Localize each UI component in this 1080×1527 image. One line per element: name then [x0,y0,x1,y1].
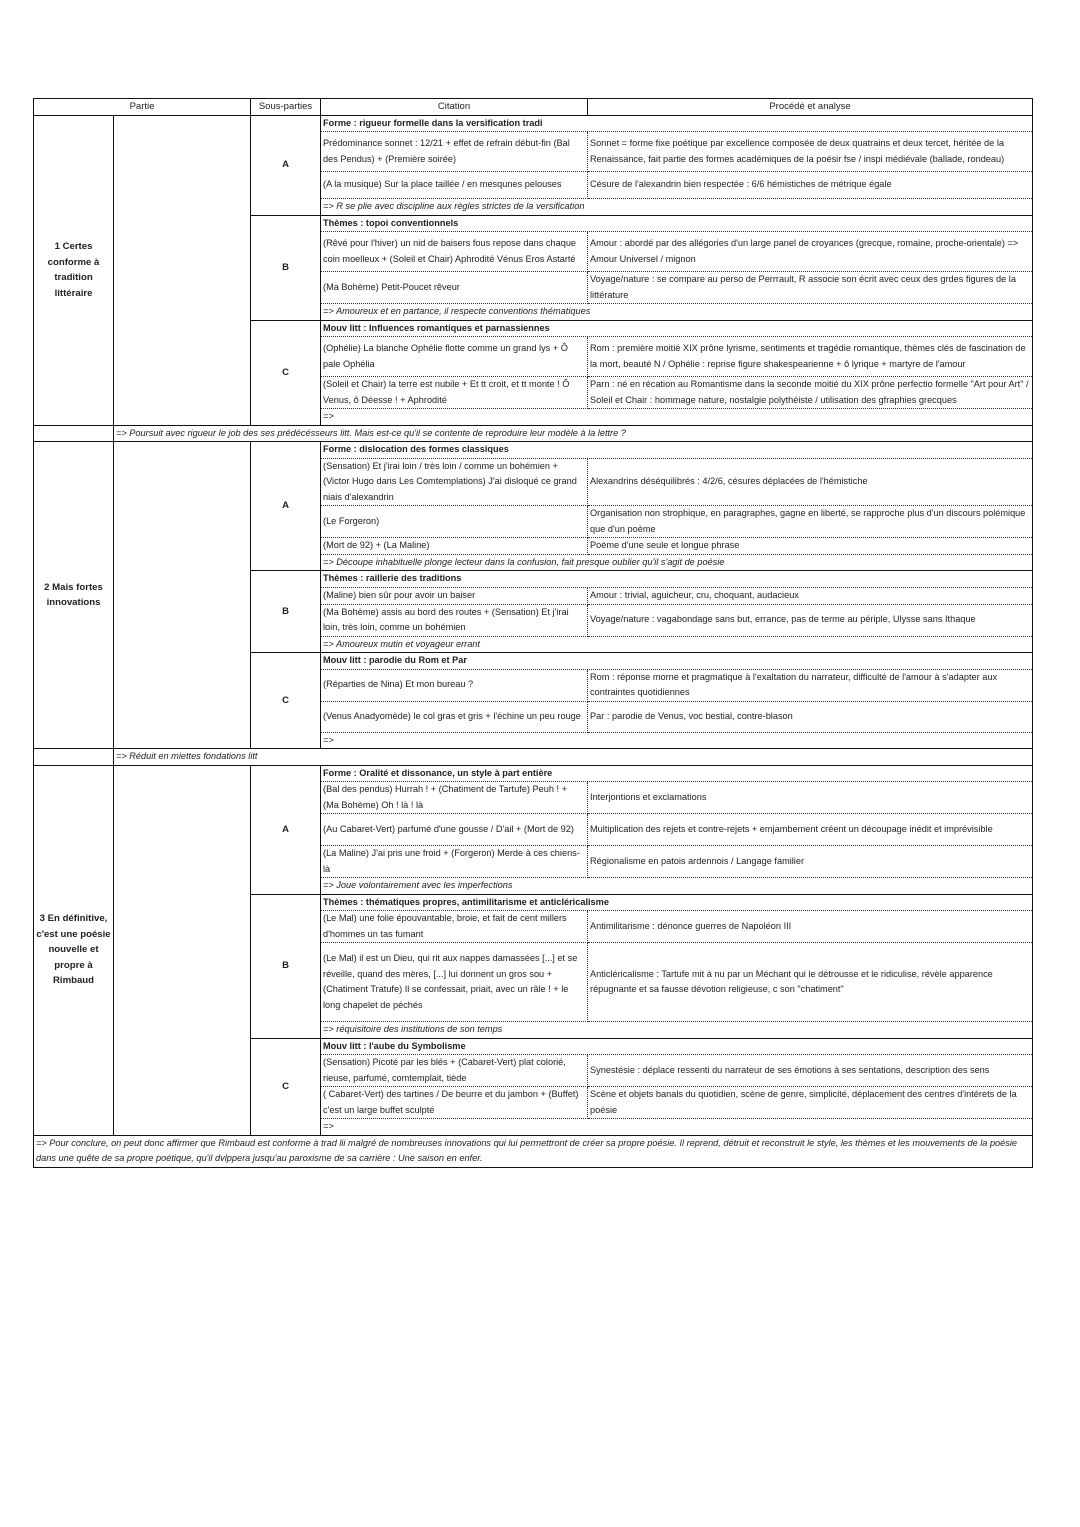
part-summary: => Réduit en miettes fondations litt [114,749,1033,766]
sub-part-heading: Forme : dislocation des formes classiques [321,442,1033,459]
analysis-cell: Synestésie : déplace ressenti du narrateur de ses émotions à ses sentations, description des sens [588,1055,1033,1087]
sub-part-note: => réquisitoire des institutions de son temps [321,1022,1033,1039]
citation-cell: (Ophélie) La blanche Ophélie flotte comme un grand lys + Ô pale Ophélia [321,337,588,377]
analysis-cell: Scène et objets banals du quotidien, scène de genre, simplicité, déplacement des centres d'intérets de la poésie [588,1087,1033,1119]
part-label: 1 Certes conforme à tradition littéraire [34,115,114,425]
header-sous-parties: Sous-parties [251,99,321,116]
citation-cell: (A la musique) Sur la place taillée / en mesqunes pelouses [321,172,588,199]
analysis-cell: Voyage/nature : se compare au perso de Perrrault, R associe son écrit avec ceux des grdes figures de la littérature [588,272,1033,304]
sub-part-note: => Découpe inhabituelle plonge lecteur dans la confusion, fait presque oublier qu'il s'agit de poésie [321,554,1033,571]
sub-part-letter: A [251,765,321,894]
citation-cell: Prédominance sonnet : 12/21 + effet de refrain début-fin (Bal des Pendus) + (Première soirée) [321,132,588,172]
sub-part-letter: A [251,442,321,571]
analysis-cell: Césure de l'alexandrin bien respectée : 6/6 hémistiches de métrique égale [588,172,1033,199]
citation-cell: (La Maline) J'ai pris une froid + (Forgeron) Merde à ces chiens-là [321,846,588,878]
part-summary-row [34,749,1033,766]
analysis-cell: Anticléricalisme : Tartufe mit à nu par un Méchant qui le détrousse et le ridiculise, révèle apparence répugnante et sa fausse dévotion religieuse, c son "chatiment" [588,943,1033,1022]
sub-part-letter: B [251,894,321,1038]
sub-part-heading: Mouv litt : Influences romantiques et parnassiennes [321,320,1033,337]
sub-part-heading: Mouv litt : l'aube du Symbolisme [321,1038,1033,1055]
sub-part-heading: Thèmes : thématiques propres, antimilitarisme et anticléricalisme [321,894,1033,911]
analysis-cell: Amour : abordé par des allégories d'un large panel de croyances (grecque, romaine, proche-orientale) => Amour Universel / mignon [588,232,1033,272]
sub-part-heading: Thèmes : topoi conventionnels [321,215,1033,232]
header-partie: Partie [34,99,251,116]
header-citation: Citation [321,99,588,116]
analysis-cell: Poème d'une seule et longue phrase [588,538,1033,555]
citation-cell: (Rêvé pour l'hiver) un nid de baisers fous repose dans chaque coin moelleux + (Soleil et Chair) Aphrodité Vénus Eros Astarté [321,232,588,272]
sub-part-note: => Amoureux mutin et voyageur errant [321,636,1033,653]
analysis-cell: Sonnet = forme fixe poétique par excellence composée de deux quatrains et deux tercet, héritée de la Renaissance, fait partie des formes académiques de la poésir fse / inspi médiévale (ballade, rondeau) [588,132,1033,172]
citation-cell: (Venus Anadyomède) le col gras et gris + l'échine un peu rouge [321,701,588,732]
analysis-cell: Interjontions et exclamations [588,782,1033,814]
citation-cell: (Soleil et Chair) la terre est nubile + Et tt croit, et tt monte ! Ô Venus, ô Déesse ! + Aphrodité [321,377,588,409]
part-summary-row [34,425,1033,442]
sub-heading-row [34,115,1033,132]
analysis-cell: Rom : première moitié XIX prône lyrisme, sentiments et tragédie romantique, thèmes clés de fascination de la mort, beauté N / Ophélie : reprise figure shakespearienne + ô lyrique + martyre de l'amour [588,337,1033,377]
sub-part-letter: C [251,320,321,425]
analysis-cell: Rom : réponse morne et pragmatique à l'exaltation du narrateur, difficulté de l'amour à s'adapter aux contraintes quotidiennes [588,669,1033,701]
analysis-cell: Parn : né en récation au Romantisme dans la seconde moitié du XIX prône perfectio formelle "Art pour Art" / Soleil et Chair : hommage nature, nostalgie polythéiste / utilisation des gfraphies grecques [588,377,1033,409]
sub-part-heading: Mouv litt : parodie du Rom et Par [321,653,1033,670]
sub-part-note: => [321,1119,1033,1136]
citation-cell: (Ma Bohème) assis au bord des routes + (Sensation) Et j'irai loin, très loin, comme un bohémien [321,604,588,636]
table-body [34,115,1033,1135]
citation-cell: (Sensation) Et j'irai loin / très loin / comme un bohémien + (Victor Hugo dans Les Comtemplations) J'ai disloqué ce grand niais d'alexandrin [321,458,588,506]
citation-cell: (Au Cabaret-Vert) parfumé d'une gousse / D'ail + (Mort de 92) [321,814,588,846]
sub-part-heading: Forme : Oralité et dissonance, un style à part entière [321,765,1033,782]
analysis-cell: Multiplication des rejets et contre-rejets + emjambement créent un découpage inédit et imprévisible [588,814,1033,846]
sub-part-note: => [321,732,1033,749]
header-row [34,99,1033,116]
citation-cell: (Bal des pendus) Hurrah ! + (Chatiment de Tartufe) Peuh ! + (Ma Bohème) Oh ! là ! là [321,782,588,814]
part-blank-cell [114,115,251,425]
sub-part-letter: C [251,653,321,749]
analysis-table [33,98,1033,1168]
citation-cell: (Maline) bien sûr pour avoir un baiser [321,587,588,604]
sub-part-note: => Amoureux et en partance, il respecte conventions thématiques [321,304,1033,321]
part-blank-cell [114,765,251,1135]
sub-part-note: => [321,409,1033,426]
sub-heading-row [34,442,1033,459]
citation-cell: ( Cabaret-Vert) des tartines / De beurre et du jambon + (Buffet) c'est un large buffet sculpté [321,1087,588,1119]
header-procede: Procédé et analyse [588,99,1033,116]
citation-cell: (Ma Bohème) Petit-Poucet rêveur [321,272,588,304]
conclusion-row [34,1135,1033,1167]
citation-cell: (Réparties de Nina) Et mon bureau ? [321,669,588,701]
analysis-cell: Voyage/nature : vagabondage sans but, errance, pas de terme au périple, Ulysse sans Ithaque [588,604,1033,636]
sub-part-note: => R se plie avec discipline aux règles strictes de la versification [321,199,1033,216]
analysis-cell: Régionalisme en patois ardennois / Langage familier [588,846,1033,878]
conclusion-text: => Pour conclure, on peut donc affirmer que Rimbaud est conforme à trad lii malgré de nombreuses innovations qui lui permettront de créer sa propre poésie. Il reprend, détruit et reconstruit le style, les thèmes et les mouvements de la poésie dans une quête de sa propre poétique, qu'il dvlppera jusqu'au paroxisme de sa carrière : Une saison en enfer. [34,1135,1033,1167]
sub-part-note: => Joue volontairement avec les imperfections [321,878,1033,895]
sub-part-heading: Thèmes : raillerie des traditions [321,571,1033,588]
citation-cell: (Le Forgeron) [321,506,588,538]
sub-part-letter: C [251,1038,321,1135]
citation-cell: (Mort de 92) + (La Maline) [321,538,588,555]
citation-cell: (Le Mal) une folie épouvantable, broie, et fait de cent millers d'hommes un tas fumant [321,911,588,943]
sub-part-letter: A [251,115,321,215]
part-label: 2 Mais fortes innovations [34,442,114,749]
sub-part-letter: B [251,571,321,653]
part-summary-spacer [34,749,114,766]
analysis-cell: Antimilitarisme : dénonce guerres de Napoléon III [588,911,1033,943]
citation-cell: (Le Mal) il est un Dieu, qui rit aux nappes damassées [...] et se réveille, quand des mères, [...] lui donnent un gros sou + (Chatiment Tratufe) Il se confessait, priait, avec un râle ! + le long chapelet de péchés [321,943,588,1022]
analysis-cell: Alexandrins déséquilibrés : 4/2/6, césures déplacées de l'hémistiche [588,458,1033,506]
sub-part-heading: Forme : rigueur formelle dans la versification tradi [321,115,1033,132]
analysis-cell: Par : parodie de Venus, voc bestial, contre-blason [588,701,1033,732]
part-summary-spacer [34,425,114,442]
part-summary: => Poursuit avec rigueur le job des ses prédécésseurs litt. Mais est-ce qu'il se contente de reproduire leur modèle à la lettre ? [114,425,1033,442]
analysis-cell: Amour : trivial, aguicheur, cru, choquant, audacieux [588,587,1033,604]
sub-part-letter: B [251,215,321,320]
part-blank-cell [114,442,251,749]
citation-cell: (Sensation) Picoté par les blés + (Cabaret-Vert) plat colorié, rieuse, parfumé, comtemplait, tiède [321,1055,588,1087]
part-label: 3 En définitive, c'est une poésie nouvelle et propre à Rimbaud [34,765,114,1135]
sub-heading-row [34,765,1033,782]
analysis-cell: Organisation non strophique, en paragraphes, gagne en liberté, se rapproche plus d'un discours polémique que d'un poème [588,506,1033,538]
